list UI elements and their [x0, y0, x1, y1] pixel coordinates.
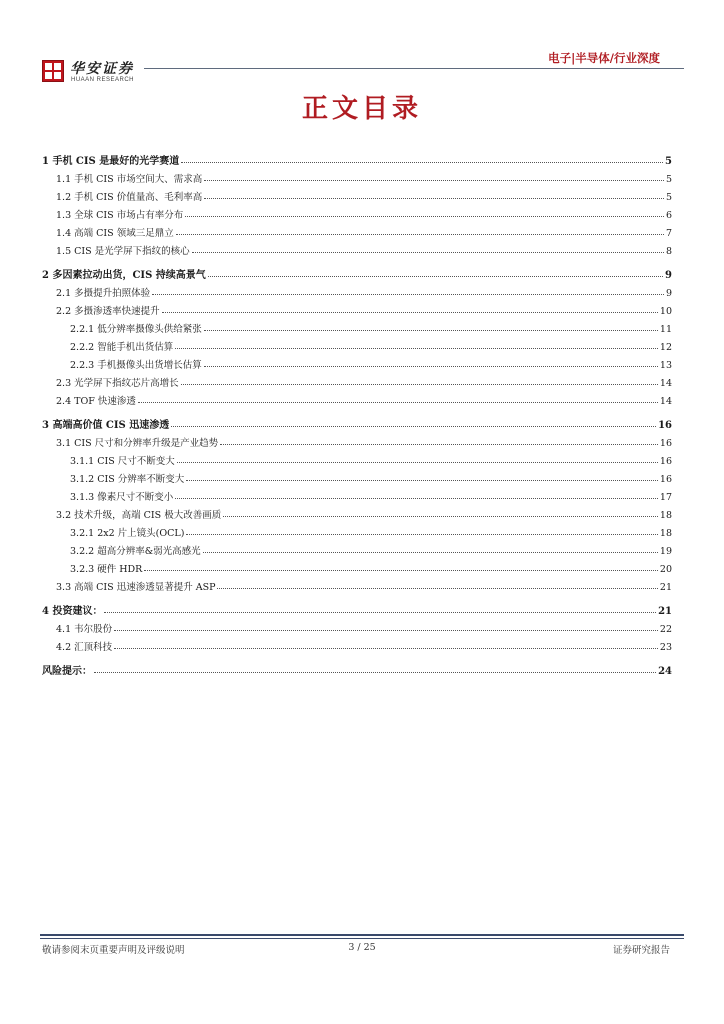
toc-entry-page: 23 [659, 642, 672, 653]
toc-entry-page: 16 [659, 438, 672, 449]
toc-entry-page: 5 [665, 174, 672, 185]
toc-entry-page: 21 [658, 606, 672, 617]
toc-entry-page: 12 [659, 342, 672, 353]
toc-entry-label: 1 手机 CIS 是最好的光学赛道 [42, 156, 180, 167]
toc-entry-label: 2.2.3 手机摄像头出货增长估算 [70, 360, 202, 371]
toc-entry-label: 2 多因素拉动出货，CIS 持续高景气 [42, 270, 206, 281]
toc-entry[interactable] [42, 621, 672, 639]
toc-entry-page: 14 [659, 378, 672, 389]
toc-entry[interactable] [42, 285, 672, 303]
toc-leader-dots [208, 267, 663, 277]
footer-divider [40, 934, 684, 936]
toc-entry-page: 17 [659, 492, 672, 503]
toc-entry-page: 16 [659, 474, 672, 485]
toc-entry-label: 3.3 高端 CIS 迅速渗透显著提升 ASP [56, 582, 216, 593]
toc-entry[interactable] [42, 453, 672, 471]
toc-entry[interactable] [42, 561, 672, 579]
toc-leader-dots [185, 207, 664, 217]
toc-entry[interactable] [42, 153, 672, 171]
toc-entry[interactable] [42, 267, 672, 285]
toc-entry-page: 5 [665, 156, 672, 167]
toc-leader-dots [186, 471, 658, 481]
toc-leader-dots [152, 285, 664, 295]
toc-leader-dots [114, 639, 658, 649]
footer-divider-thin [40, 938, 684, 939]
toc-entry-label: 2.1 多摄提升拍照体验 [56, 288, 151, 299]
header-divider [144, 68, 684, 69]
toc-entry-page: 8 [665, 246, 672, 257]
toc-leader-dots [204, 357, 658, 367]
toc-entry-page: 6 [665, 210, 672, 221]
page-footer [40, 934, 684, 964]
toc-entry-label: 4 投资建议： [42, 606, 103, 617]
toc-entry[interactable] [42, 471, 672, 489]
page-title: 正文目录 [301, 94, 422, 124]
toc-entry[interactable] [42, 543, 672, 561]
toc-entry[interactable] [42, 189, 672, 207]
toc-entry[interactable] [42, 525, 672, 543]
toc-entry[interactable] [42, 243, 672, 261]
toc-entry[interactable] [42, 393, 672, 411]
toc-leader-dots [94, 663, 656, 673]
toc-entry-label: 2.3 光学屏下指纹芯片高增长 [56, 378, 179, 389]
toc-entry-label: 2.2 多摄渗透率快速提升 [56, 306, 160, 317]
toc-entry-label: 1.2 手机 CIS 价值量高、毛利率高 [56, 192, 203, 203]
toc-leader-dots [203, 543, 658, 553]
toc-entry[interactable] [42, 321, 672, 339]
toc-leader-dots [192, 243, 664, 253]
toc-leader-dots [181, 153, 663, 163]
toc-leader-dots [186, 525, 657, 535]
toc-leader-dots [204, 189, 664, 199]
toc-entry-label: 1.3 全球 CIS 市场占有率分布 [56, 210, 184, 221]
toc-entry-label: 1.4 高端 CIS 领域三足鼎立 [56, 228, 174, 239]
toc-entry-label: 2.2.1 低分辨率摄像头供给紧张 [70, 324, 202, 335]
toc-leader-dots [220, 435, 658, 445]
toc-entry[interactable] [42, 303, 672, 321]
toc-entry-page: 24 [658, 666, 672, 677]
toc-entry[interactable] [42, 339, 672, 357]
toc-entry[interactable] [42, 639, 672, 657]
toc-leader-dots [175, 339, 658, 349]
table-of-contents [42, 153, 672, 681]
breadcrumb: 电子|半导体/行业深度 [548, 51, 660, 65]
toc-leader-dots [175, 489, 658, 499]
toc-leader-dots [144, 561, 658, 571]
toc-entry[interactable] [42, 357, 672, 375]
toc-leader-dots [114, 621, 658, 631]
toc-entry-page: 11 [659, 324, 672, 335]
toc-entry-page: 18 [659, 528, 672, 539]
toc-entry-label: 3.1.1 CIS 尺寸不断变大 [70, 456, 175, 467]
toc-entry-label: 2.2.2 智能手机出货估算 [70, 342, 174, 353]
toc-entry-page: 20 [659, 564, 672, 575]
toc-entry-page: 9 [665, 270, 672, 281]
footer-disclaimer: 敬请参阅末页重要声明及评级说明 [42, 945, 185, 956]
toc-entry[interactable] [42, 375, 672, 393]
toc-leader-dots [138, 393, 658, 403]
toc-entry-page: 19 [659, 546, 672, 557]
toc-entry-page: 18 [659, 510, 672, 521]
toc-entry-label: 1.5 CIS 是光学屏下指纹的核心 [56, 246, 190, 257]
company-logo-subtext: HUAAN RESEARCH [71, 77, 135, 83]
page-number: 3 / 25 [348, 942, 376, 953]
toc-entry-label: 2.4 TOF 快速渗透 [56, 396, 136, 407]
toc-entry-page: 16 [658, 420, 672, 431]
toc-entry-label: 3.2.3 硬件 HDR [70, 564, 143, 575]
toc-entry-label: 3.2.2 超高分辨率&弱光高感光 [70, 546, 201, 557]
toc-entry-label: 4.1 韦尔股份 [56, 624, 113, 635]
toc-entry[interactable] [42, 603, 672, 621]
report-type: 证券研究报告 [612, 945, 670, 956]
toc-leader-dots [176, 225, 664, 235]
toc-entry[interactable] [42, 435, 672, 453]
toc-entry-page: 13 [659, 360, 672, 371]
toc-leader-dots [171, 417, 656, 427]
toc-entry[interactable] [42, 171, 672, 189]
toc-entry-page: 5 [665, 192, 672, 203]
toc-entry[interactable] [42, 507, 672, 525]
toc-entry[interactable] [42, 207, 672, 225]
toc-entry-page: 10 [659, 306, 672, 317]
toc-entry-label: 1.1 手机 CIS 市场空间大、需求高 [56, 174, 203, 185]
toc-entry[interactable] [42, 663, 672, 681]
toc-leader-dots [217, 579, 657, 589]
huaan-logo-icon [42, 60, 64, 82]
toc-entry-page: 21 [659, 582, 672, 593]
toc-entry-page: 16 [659, 456, 672, 467]
toc-entry[interactable] [42, 417, 672, 435]
toc-entry-label: 风险提示： [42, 666, 92, 677]
toc-entry-label: 4.2 汇顶科技 [56, 642, 113, 653]
toc-entry-page: 9 [665, 288, 672, 299]
toc-leader-dots [177, 453, 658, 463]
toc-entry[interactable] [42, 579, 672, 597]
toc-entry-page: 7 [665, 228, 672, 239]
toc-entry-label: 3.2 技术升级，高端 CIS 极大改善画质 [56, 510, 222, 521]
toc-leader-dots [223, 507, 658, 517]
toc-entry[interactable] [42, 225, 672, 243]
toc-leader-dots [204, 321, 658, 331]
company-logo-text: 华安证券 [70, 61, 134, 77]
toc-leader-dots [104, 603, 656, 613]
toc-entry-label: 3 高端高价值 CIS 迅速渗透 [42, 420, 170, 431]
toc-entry-page: 14 [659, 396, 672, 407]
toc-entry[interactable] [42, 489, 672, 507]
toc-entry-label: 3.1 CIS 尺寸和分辨率升级是产业趋势 [56, 438, 219, 449]
toc-leader-dots [162, 303, 658, 313]
toc-entry-page: 22 [659, 624, 672, 635]
page-header [40, 50, 684, 90]
toc-leader-dots [181, 375, 658, 385]
toc-entry-label: 3.1.3 像素尺寸不断变小 [70, 492, 174, 503]
toc-leader-dots [204, 171, 664, 181]
toc-entry-label: 3.1.2 CIS 分辨率不断变大 [70, 474, 185, 485]
toc-entry-label: 3.2.1 2x2 片上镜头(OCL) [70, 528, 185, 539]
